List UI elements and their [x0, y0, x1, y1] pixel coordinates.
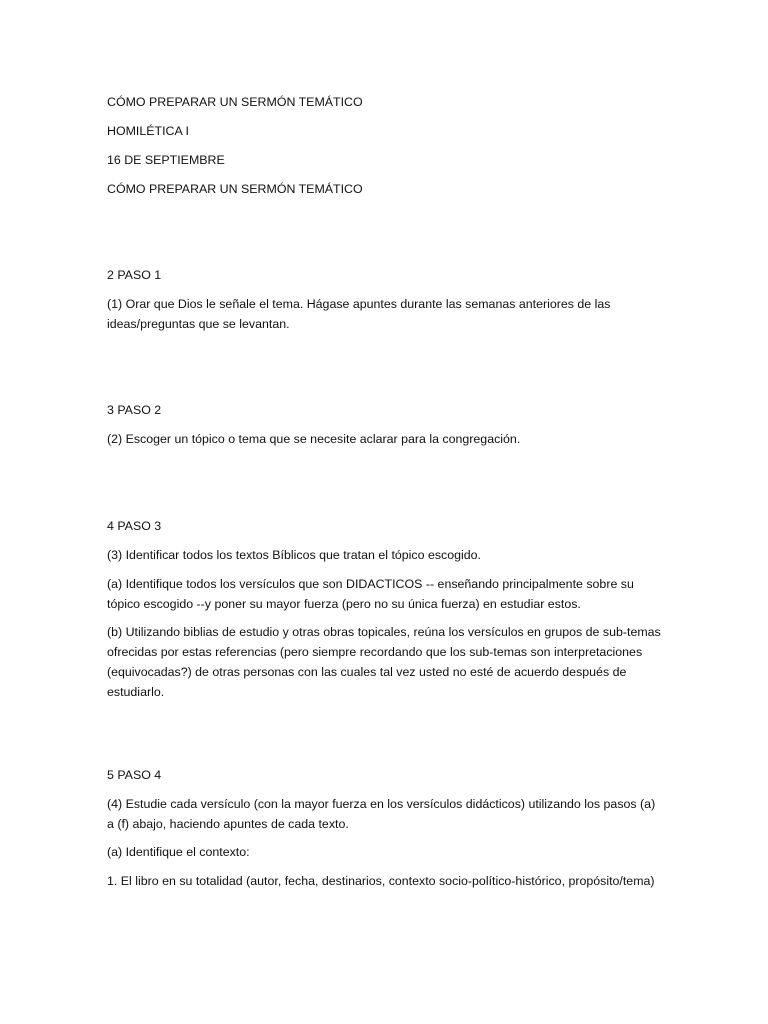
document-date: 16 DE SEPTIEMBRE — [107, 153, 225, 167]
section-heading-paso-4: 5 PASO 4 — [107, 768, 162, 782]
paso-1-paragraph-1: (1) Orar que Dios le señale el tema. Hágase apuntes durante las semanas anteriores de las ideas/preguntas que se levantan. — [107, 297, 611, 331]
paso-4-paragraph-3: 1. El libro en su totalidad (autor, fecha, destinarios, contexto socio-político-histórico, propósito/tema) — [107, 874, 655, 888]
paso-4-paragraph-1: (4) Estudie cada versículo (con la mayor fuerza en los versículos didácticos) utilizando los pasos (a) a (f) abajo, haciendo apuntes de cada texto. — [107, 797, 656, 831]
paso-3-paragraph-3: (b) Utilizando biblias de estudio y otras obras topicales, reúna los versículos en grupos de sub-temas ofrecidas por estas referencias (pero siempre recordando que los sub-temas son interpretaciones (equivocadas?) de otras personas con las cuales tal vez usted no esté de acuerdo después de estudiarlo. — [107, 625, 661, 699]
document-title: CÓMO PREPARAR UN SERMÓN TEMÁTICO — [107, 95, 363, 109]
paso-2-paragraph-1: (2) Escoger un tópico o tema que se necesite aclarar para la congregación. — [107, 432, 521, 446]
section-heading-paso-3: 4 PASO 3 — [107, 519, 162, 533]
course-name: HOMILÉTICA I — [107, 124, 189, 138]
section-heading-paso-1: 2 PASO 1 — [107, 268, 162, 282]
paso-3-paragraph-2: (a) Identifique todos los versículos que son DIDACTICOS -- enseñando principalmente sobre su tópico escogido --y poner su mayor fuerza (pero no su única fuerza) en estudiar estos. — [107, 577, 634, 611]
section-heading-paso-2: 3 PASO 2 — [107, 403, 162, 417]
paso-3-paragraph-1: (3) Identificar todos los textos Bíblicos que tratan el tópico escogido. — [107, 548, 481, 562]
document-title-repeat: CÓMO PREPARAR UN SERMÓN TEMÁTICO — [107, 182, 363, 196]
paso-4-paragraph-2: (a) Identifique el contexto: — [107, 845, 250, 859]
